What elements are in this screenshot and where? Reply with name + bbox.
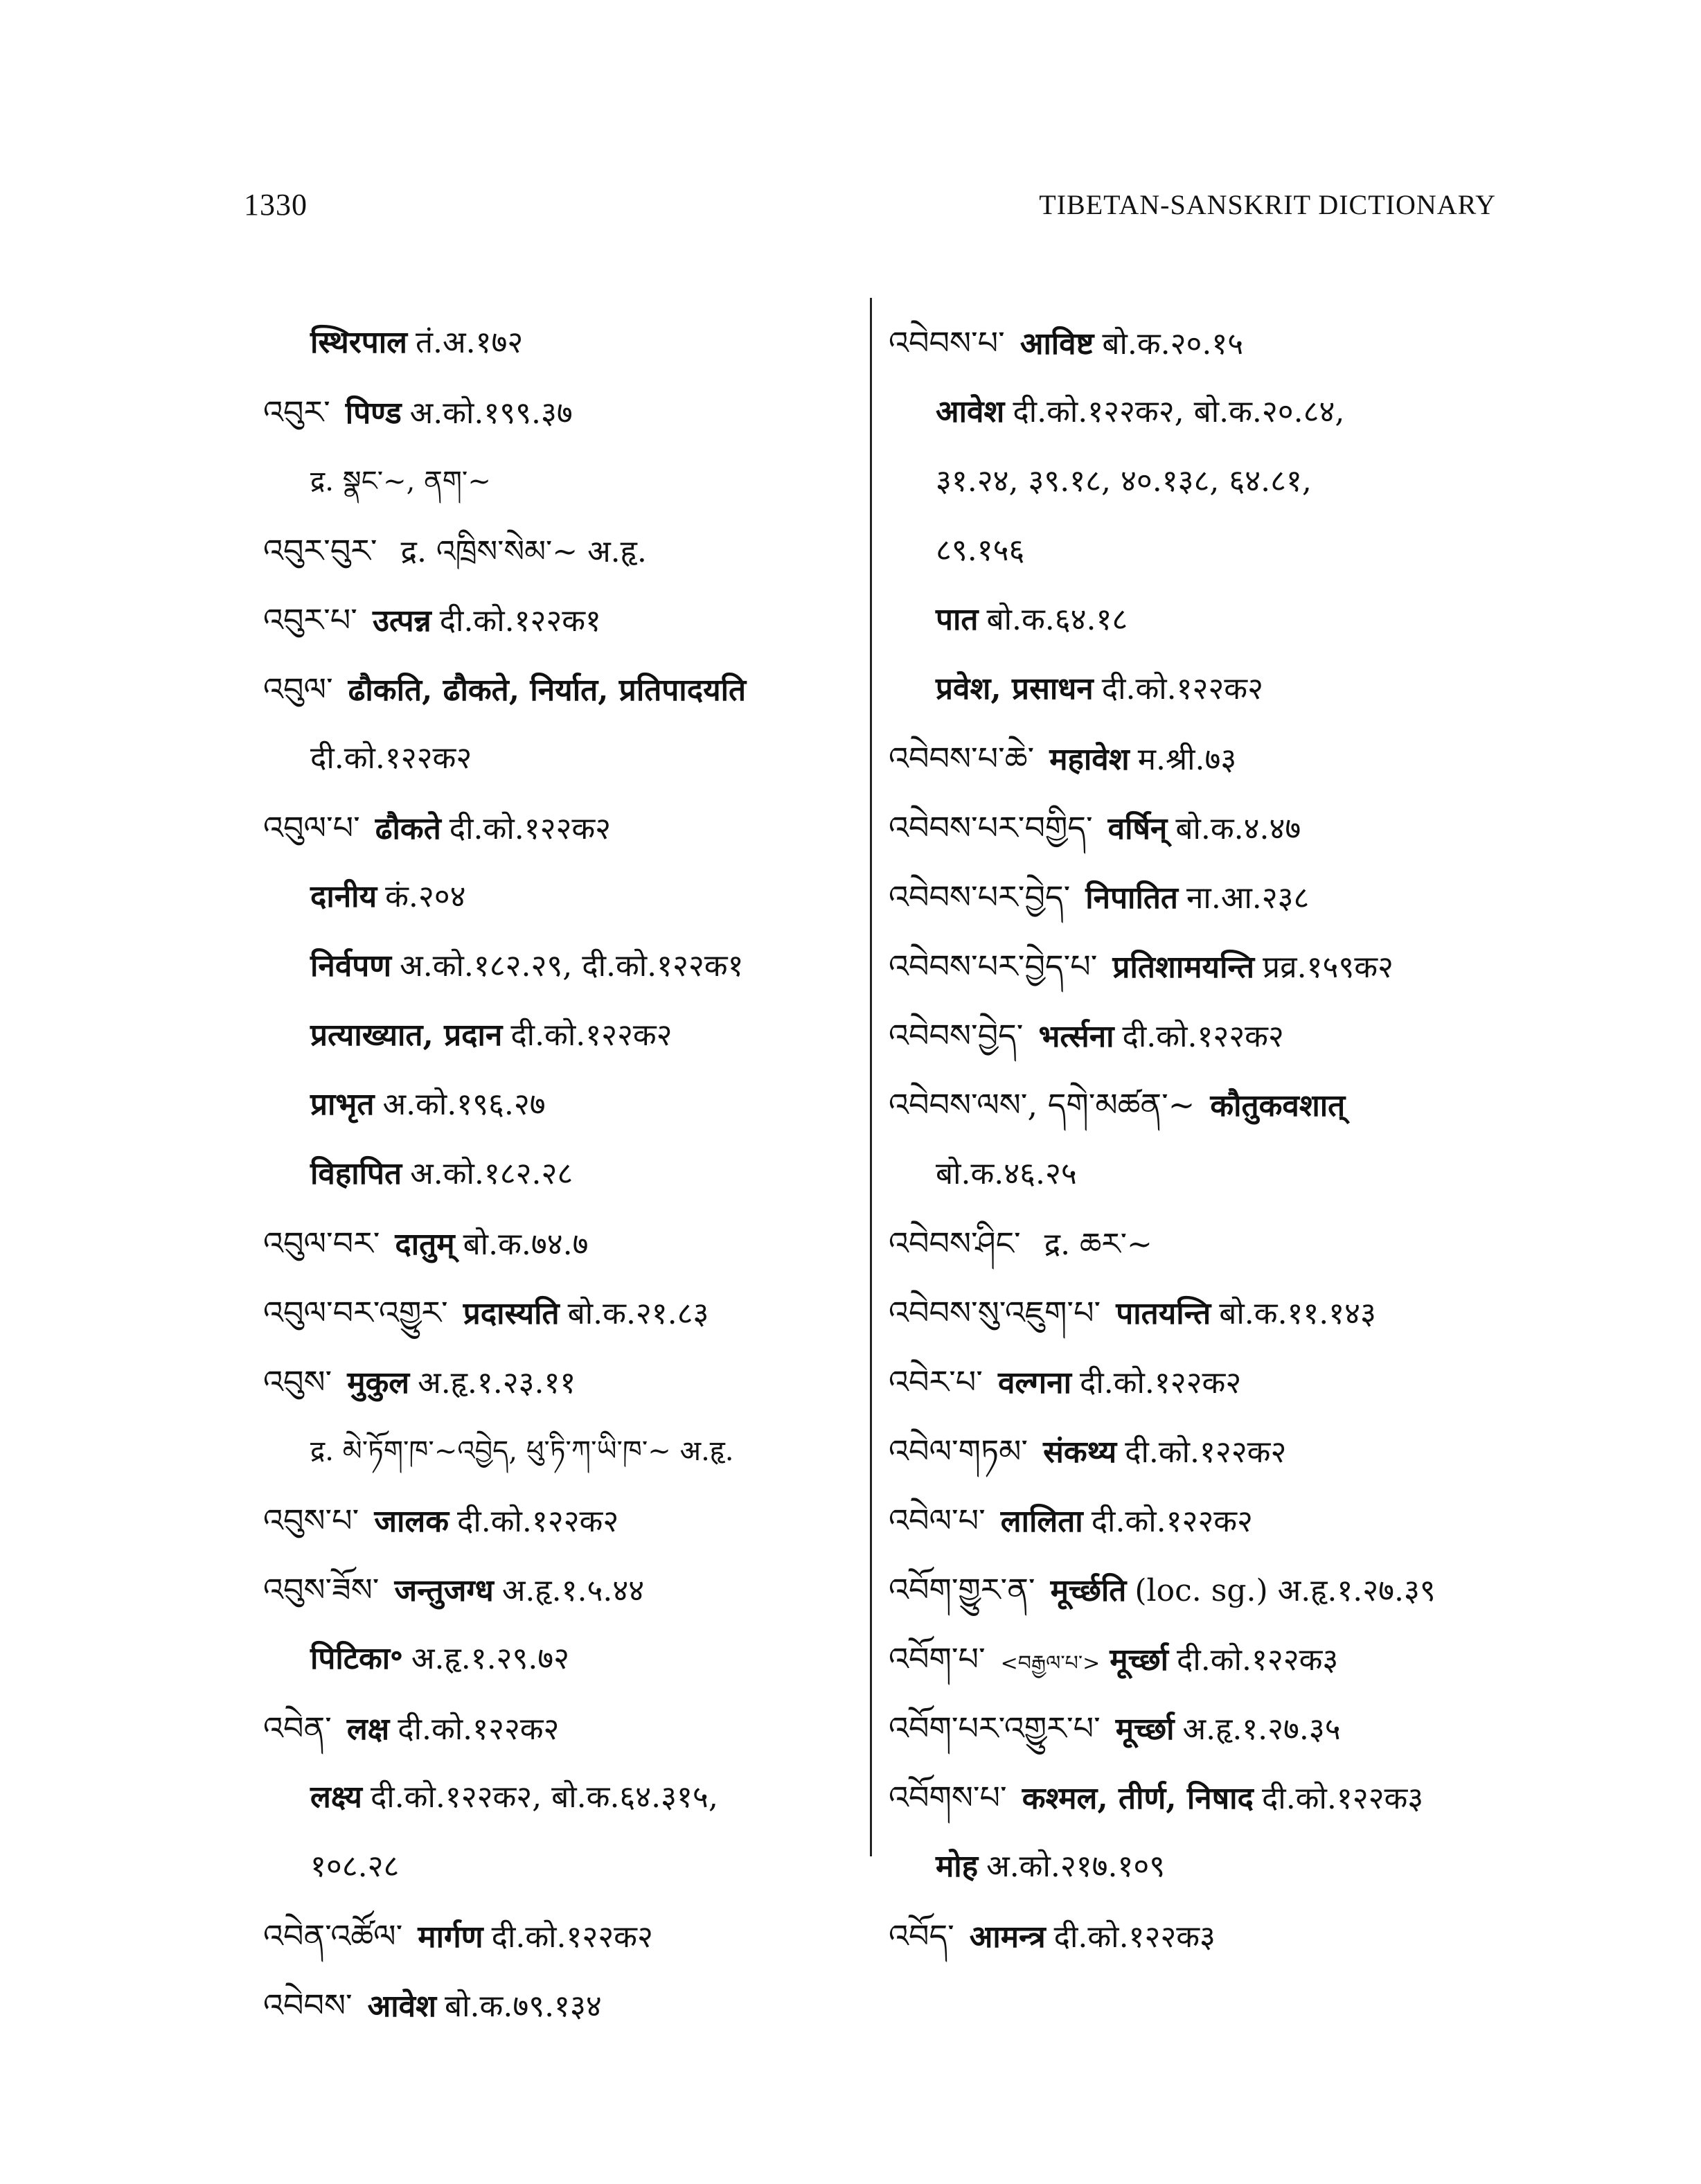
sanskrit-equivalent: कश्मल, तीर्ण, निषाद	[1022, 1781, 1254, 1816]
source-reference: कं.२०४	[385, 879, 466, 914]
tibetan-headword: འབོགས་པ་	[889, 1779, 1007, 1816]
sanskrit-equivalent: विहापित	[310, 1156, 402, 1191]
tibetan-headword: འབུས་	[263, 1363, 332, 1401]
tibetan-headword: འབུལ་	[263, 671, 333, 708]
sanskrit-equivalent: प्रतिशामयन्ति	[1112, 950, 1255, 985]
dictionary-entry	[263, 1901, 873, 1971]
source-reference: बो.क.७९.१३४	[445, 1989, 602, 2024]
dictionary-entry	[889, 932, 1512, 1001]
dictionary-entry	[263, 516, 873, 585]
sub-entry	[263, 1624, 873, 1694]
source-reference: म.श्री.७३	[1137, 742, 1237, 777]
sub-entry	[263, 1070, 873, 1139]
source-reference: बो.क.४६.२५	[936, 1156, 1077, 1191]
source-reference: दी.को.१२२क३	[1177, 1642, 1339, 1678]
source-reference: अ.हृ.१.२३.११	[418, 1365, 576, 1401]
continuation-line	[889, 516, 1512, 585]
tibetan-headword: འབུལ་བར་	[263, 1225, 380, 1262]
dictionary-entry	[889, 1763, 1512, 1832]
sanskrit-equivalent: पातयन्ति	[1116, 1296, 1211, 1331]
dictionary-entry	[889, 308, 1512, 378]
sanskrit-equivalent: पात	[936, 602, 979, 637]
sanskrit-equivalent: मुकुल	[347, 1365, 410, 1401]
source-reference: प्रव्र.१५९क२	[1263, 950, 1393, 985]
sanskrit-equivalent: आवेश	[936, 394, 1005, 429]
dictionary-entry	[263, 1209, 873, 1278]
sanskrit-equivalent: दानीय	[310, 879, 377, 914]
tibetan-headword: འབེབས་པར་བྱེད་པ་	[889, 948, 1098, 985]
source-reference: दी.को.१२२क२	[449, 811, 612, 846]
dictionary-entry	[263, 793, 873, 862]
sub-entry	[263, 862, 873, 932]
tibetan-headword: འབེབས་པ་ཆེ་	[889, 740, 1035, 777]
source-reference: अ.को.१८२.२९, दी.को.१२२क१	[400, 948, 744, 984]
sub-entry	[263, 308, 873, 378]
source-reference: बो.क.४.४७	[1175, 811, 1301, 846]
source-reference: अ.को.१९६.२७	[382, 1087, 546, 1122]
sanskrit-equivalent: महावेश	[1049, 742, 1130, 777]
sub-entry	[263, 1001, 873, 1070]
source-reference: दी.को.१२२क२	[510, 1018, 673, 1053]
continuation-line	[889, 447, 1512, 516]
running-head: TIBETAN-SANSKRIT DICTIONARY	[1039, 189, 1496, 220]
source-reference: दी.को.१२२क२	[398, 1712, 560, 1747]
sanskrit-equivalent: जन्तुजग्ध	[394, 1573, 494, 1608]
dictionary-entry	[889, 1555, 1512, 1624]
sanskrit-equivalent: पिण्ड	[345, 396, 402, 431]
sub-entry	[889, 655, 1512, 724]
sanskrit-equivalent: दातुम्	[395, 1227, 455, 1262]
dictionary-entry	[263, 655, 873, 724]
sanskrit-equivalent: स्थिरपाल	[310, 325, 407, 360]
sanskrit-equivalent: प्रवेश, प्रसाधन	[936, 671, 1094, 707]
source-reference: दी.को.१२२क२	[1101, 671, 1263, 707]
column-divider	[870, 298, 872, 1856]
sanskrit-equivalent: मोह	[936, 1849, 979, 1884]
tibetan-headword: འབེབས་པ་	[889, 324, 1005, 362]
continuation-line	[889, 1139, 1512, 1209]
dictionary-entry	[889, 1347, 1512, 1417]
tibetan-headword: འབེན་འཚོལ་	[263, 1917, 403, 1955]
source-reference: बो.क.११.१४३	[1219, 1296, 1376, 1331]
source-reference: दी.को.१२२क२	[491, 1919, 653, 1955]
sanskrit-equivalent: पिटिका॰	[310, 1641, 403, 1676]
source-reference: दी.को.१२२क३	[1261, 1781, 1424, 1816]
tibetan-headword: འབུར་པ་	[263, 601, 357, 639]
tibetan-headword: འབོག་པར་འགྱུར་པ་	[889, 1710, 1101, 1747]
sanskrit-equivalent: उत्पन्न	[372, 603, 431, 639]
source-reference: दी.को.१२२क२	[1091, 1504, 1253, 1539]
sanskrit-equivalent: प्राभृत	[310, 1087, 375, 1122]
sanskrit-equivalent: कौतुकवशात्	[1210, 1088, 1346, 1124]
dictionary-entry	[889, 1278, 1512, 1347]
dictionary-entry	[263, 1694, 873, 1763]
sanskrit-equivalent: वल्गना	[997, 1365, 1071, 1401]
dictionary-entry	[263, 1971, 873, 2040]
dictionary-entry	[889, 1901, 1512, 1971]
continuation-line	[263, 724, 873, 793]
tibetan-headword: འབེབས་ལས་, དགེ་མཚན་~	[889, 1086, 1195, 1124]
tibetan-headword: འབུར་	[263, 393, 330, 431]
dictionary-entry	[889, 724, 1512, 793]
source-reference: ८९.१५६	[936, 533, 1025, 568]
sanskrit-equivalent: भर्त्सना	[1038, 1019, 1114, 1054]
tibetan-headword: འབེབས་ཤིང་	[889, 1225, 1021, 1262]
dictionary-entry	[889, 1209, 1512, 1278]
cross-reference-note	[263, 1417, 873, 1486]
dictionary-entry	[889, 1694, 1512, 1763]
entry-gloss: <བརྒྱལ་པ་>	[1000, 1651, 1101, 1676]
source-reference: ना.आ.२३८	[1186, 880, 1310, 916]
tibetan-headword: འབེལ་གཏམ་	[889, 1432, 1028, 1470]
sanskrit-equivalent: मूर्च्छति	[1050, 1573, 1127, 1608]
cross-reference: द्र. མེ་ཏོག་ཁ་~འབྱེད, ཕུ་ཏི་ཀ་ཡི་ཁ་~ अ.हृ.	[310, 1435, 734, 1467]
dictionary-entry	[889, 1001, 1512, 1070]
tibetan-headword: འབུར་བུར་	[263, 532, 377, 569]
source-reference: ३१.२४, ३९.१८, ४०.१३८, ६४.८१,	[936, 463, 1312, 499]
source-reference: दी.को.१२२क२	[310, 740, 472, 776]
tibetan-headword: འབུལ་པ་	[263, 809, 360, 846]
tibetan-headword: འབེབས་པར་བྱེད་	[889, 878, 1071, 916]
source-reference: १०८.२८	[310, 1849, 400, 1884]
tibetan-headword: འབུས་ཟོས་	[263, 1571, 380, 1608]
tibetan-headword: འབོག་པ་	[889, 1640, 986, 1678]
continuation-line	[263, 1832, 873, 1901]
sanskrit-equivalent: लक्ष	[346, 1712, 390, 1747]
source-reference: बो.क.२०.१५	[1102, 326, 1244, 362]
dictionary-entry	[889, 793, 1512, 862]
sanskrit-equivalent: मूर्च्छा	[1115, 1712, 1175, 1747]
source-reference: अ.हृ.१.२९.७२	[411, 1641, 570, 1676]
tibetan-headword: འབུས་པ་	[263, 1502, 359, 1539]
sub-entry	[263, 932, 873, 1001]
sanskrit-equivalent: निर्वपण	[310, 948, 392, 984]
sanskrit-equivalent: लक्ष्य	[310, 1779, 362, 1815]
source-reference: दी.को.१२२क२, बो.क.२०.८४,	[1013, 394, 1345, 429]
sanskrit-equivalent: ढौकति, ढौकते, निर्यात, प्रतिपादयति	[348, 673, 747, 708]
sub-entry	[263, 1763, 873, 1832]
source-reference: अ.हृ.१.२७.३५	[1182, 1712, 1341, 1747]
right-column	[889, 308, 1512, 1971]
dictionary-entry	[889, 862, 1512, 932]
tibetan-headword: འབོད་	[889, 1917, 954, 1955]
sanskrit-equivalent: मूर्च्छा	[1110, 1642, 1169, 1678]
tibetan-headword: འབེབས་སུ་འཇུག་པ་	[889, 1294, 1101, 1331]
tibetan-headword: འབེལ་པ་	[889, 1502, 986, 1539]
source-reference: अ.को.१९९.३७	[409, 396, 573, 431]
source-reference: तं.अ.१७२	[415, 325, 524, 360]
sanskrit-equivalent: प्रत्याख्यात, प्रदान	[310, 1018, 503, 1053]
source-reference: द्र. འཁྲིས་སེམ་~ अ.हृ.	[400, 534, 647, 569]
source-reference: दी.को.१२२क२	[457, 1504, 619, 1539]
sanskrit-equivalent: ढौकते	[375, 811, 441, 846]
sub-entry	[889, 378, 1512, 447]
left-column	[263, 308, 873, 2040]
dictionary-entry	[889, 1417, 1512, 1486]
source-reference: दी.को.१२२क१	[439, 603, 601, 639]
page-number: 1330	[244, 188, 308, 222]
tibetan-headword: འབེན་	[263, 1710, 332, 1747]
tibetan-headword: འབེབས་པར་བགྱིད་	[889, 809, 1093, 846]
source-reference: बो.क.७४.७	[463, 1227, 589, 1262]
sub-entry	[889, 585, 1512, 655]
source-reference: बो.क.६४.१८	[986, 602, 1128, 637]
sanskrit-equivalent: आविष्ट	[1019, 326, 1094, 362]
sub-entry	[889, 1832, 1512, 1901]
source-reference: (loc. sg.) अ.हृ.१.२७.३९	[1134, 1573, 1436, 1608]
cross-reference-note	[263, 447, 873, 516]
tibetan-headword: འབེབས་བྱེད་	[889, 1017, 1024, 1054]
tibetan-headword: འབོག་གྱུར་ན་	[889, 1571, 1035, 1608]
tibetan-headword: འབུལ་བར་འགྱུར་	[263, 1294, 448, 1331]
sub-entry	[263, 1139, 873, 1209]
dictionary-entry	[889, 1486, 1512, 1555]
source-reference: दी.को.१२२क२, बो.क.६४.३१५,	[370, 1779, 718, 1815]
source-reference: दी.को.१२२क२	[1122, 1019, 1284, 1054]
sanskrit-equivalent: वर्षिन्	[1107, 811, 1168, 846]
dictionary-entry	[263, 378, 873, 447]
sanskrit-equivalent: निपातित	[1085, 880, 1179, 916]
dictionary-entry	[889, 1070, 1512, 1139]
dictionary-entry	[263, 585, 873, 655]
dictionary-entry	[263, 1555, 873, 1624]
dictionary-entry	[263, 1347, 873, 1417]
cross-reference: द्र. སྣང་~, ནག་~	[310, 465, 491, 497]
source-reference: बो.क.२१.८३	[567, 1296, 709, 1331]
sanskrit-equivalent: जालक	[374, 1504, 449, 1539]
sanskrit-equivalent: संकथ्य	[1043, 1435, 1117, 1470]
source-reference: अ.हृ.१.५.४४	[501, 1573, 645, 1608]
sanskrit-equivalent: लालिता	[1000, 1504, 1083, 1539]
tibetan-headword: འབེར་པ་	[889, 1363, 983, 1401]
dictionary-entry	[889, 1624, 1512, 1694]
sanskrit-equivalent: प्रदास्यति	[463, 1296, 560, 1331]
sanskrit-equivalent: आवेश	[367, 1989, 437, 2024]
dictionary-entry	[263, 1278, 873, 1347]
source-reference: द्र. ཆར་~	[1044, 1227, 1152, 1262]
sanskrit-equivalent: आमन्त्र	[969, 1919, 1046, 1955]
source-reference: दी.को.१२२क२	[1125, 1435, 1287, 1470]
sanskrit-equivalent: मार्गण	[418, 1919, 483, 1955]
source-reference: दी.को.१२२क३	[1053, 1919, 1215, 1955]
source-reference: अ.को.१८२.२८	[410, 1156, 573, 1191]
dictionary-entry	[263, 1486, 873, 1555]
source-reference: अ.को.२१७.१०९	[986, 1849, 1166, 1884]
tibetan-headword: འབེབས་	[263, 1987, 353, 2024]
source-reference: दी.को.१२२क२	[1079, 1365, 1242, 1401]
